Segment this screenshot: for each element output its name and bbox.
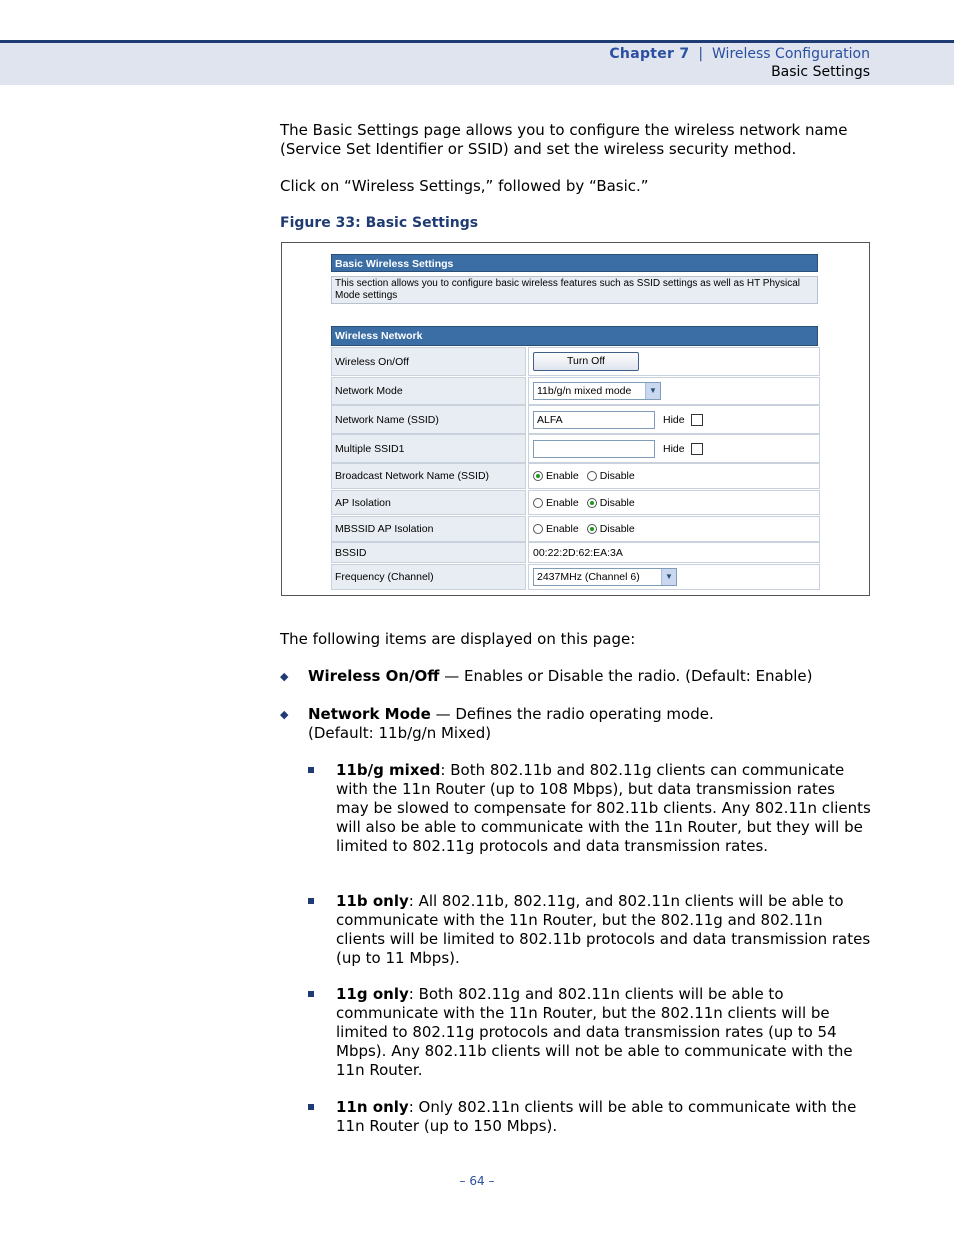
section-title: Basic Settings: [771, 64, 870, 80]
square-bullet-icon: [308, 991, 314, 997]
row-frequency: [331, 564, 820, 590]
row-ssid: [331, 405, 820, 434]
frequency-select[interactable]: [533, 568, 677, 586]
ssid-input[interactable]: ALFA: [533, 411, 655, 429]
mbssid-enable-radio[interactable]: [533, 524, 543, 534]
panel-description: This section allows you to configure basic wireless features such as SSID settings as well as HT Physical Mode settings: [331, 276, 818, 304]
definition: — Enables or Disable the radio. (Default: Enable): [439, 667, 813, 685]
chevron-down-icon[interactable]: ▼: [661, 569, 676, 585]
mbssid-disable-radio[interactable]: [587, 524, 597, 534]
label-bssid: BSSID: [331, 542, 526, 563]
term: 11b/g mixed: [336, 761, 441, 779]
label-frequency: Frequency (Channel): [331, 564, 526, 590]
label-broadcast: Broadcast Network Name (SSID): [331, 463, 526, 489]
turn-off-button[interactable]: Turn Off: [533, 352, 639, 371]
running-header: [609, 45, 870, 81]
row-wireless-onoff: [331, 347, 820, 376]
square-bullet-icon: [308, 898, 314, 904]
diamond-bullet-icon: ◆: [280, 670, 289, 683]
hide-label: Hide: [663, 413, 685, 426]
label-mbssid: MBSSID AP Isolation: [331, 516, 526, 542]
figure-basic-settings: [281, 242, 870, 596]
label-multiple-ssid1: Multiple SSID1: [331, 434, 526, 463]
hide-ssid1-checkbox[interactable]: [691, 443, 703, 455]
default-value: (Default: 11b/g/n Mixed): [308, 724, 492, 742]
row-multiple-ssid1: [331, 434, 820, 463]
square-bullet-icon: [308, 767, 314, 773]
mode-11bg-mixed: [336, 761, 872, 856]
radio-label: Enable: [546, 470, 579, 482]
definition: : Both 802.11g and 802.11n clients will be able to communicate with the 11n Router, but the 802.11n clients will be limited to 802.11g protocols and data transmission rates (up to 54 Mbps). Any 802.11b clients will not be able to communicate with the 11n Router.: [336, 985, 853, 1079]
label-wireless-onoff: Wireless On/Off: [331, 347, 526, 376]
chevron-down-icon[interactable]: ▼: [645, 383, 660, 399]
row-mbssid: [331, 516, 820, 542]
term: 11b only: [336, 892, 409, 910]
chapter-label: Chapter 7: [609, 46, 690, 62]
mode-11b-only: [336, 892, 872, 968]
square-bullet-icon: [308, 1104, 314, 1110]
row-network-mode: [331, 377, 820, 405]
instruction-paragraph: Click on “Wireless Settings,” followed by “Basic.”: [280, 177, 649, 195]
header-separator: |: [698, 46, 704, 62]
radio-label: Disable: [599, 523, 635, 535]
label-ap-isolation: AP Isolation: [331, 490, 526, 515]
mode-11n-only: [336, 1098, 872, 1136]
radio-label: Disable: [599, 496, 635, 509]
radio-label: Enable: [546, 523, 579, 535]
mode-11g-only: [336, 985, 872, 1080]
hide-ssid-checkbox[interactable]: [691, 414, 703, 426]
wireless-network-header: Wireless Network: [331, 326, 818, 346]
figure-caption: Figure 33: Basic Settings: [280, 215, 479, 231]
term: Network Mode: [308, 705, 431, 723]
ssid1-input[interactable]: [533, 440, 655, 458]
frequency-value: 2437MHz (Channel 6): [537, 571, 640, 583]
definition: : All 802.11b, 802.11g, and 802.11n clients will be able to communicate with the 11n Router, but the 802.11g and 802.11n clients will be limited to 802.11b protocols and data transmission rates (up to 11 Mbps).: [336, 892, 871, 967]
row-ap-isolation: [331, 490, 820, 515]
page-number: – 64 –: [459, 1174, 495, 1188]
network-mode-select[interactable]: [533, 382, 661, 400]
diamond-bullet-icon: ◆: [280, 708, 289, 721]
broadcast-disable-radio[interactable]: [587, 471, 597, 481]
row-bssid: [331, 542, 820, 563]
radio-label: Enable: [546, 496, 579, 509]
items-intro: The following items are displayed on this page:: [280, 630, 636, 648]
definition: — Defines the radio operating mode.: [430, 705, 714, 723]
item-wireless-onoff: [308, 667, 878, 686]
definition: : Both 802.11b and 802.11g clients can communicate with the 11n Router (up to 108 Mbps), but data transmission rates may be slowed to compensate for 802.11b clients. Any 802.11n clients will also be able to communicate with the 11n Router, but they will be limited to 802.11g protocols and data transmission rates.: [336, 761, 871, 855]
ap-isolation-enable-radio[interactable]: [533, 498, 543, 508]
panel-title: Basic Wireless Settings: [331, 254, 818, 272]
definition: : Only 802.11n clients will be able to communicate with the 11n Router (up to 150 Mbps).: [336, 1098, 857, 1135]
broadcast-enable-radio[interactable]: [533, 471, 543, 481]
label-ssid: Network Name (SSID): [331, 405, 526, 434]
item-network-mode: [308, 705, 878, 743]
term: 11n only: [336, 1098, 409, 1116]
ap-isolation-disable-radio[interactable]: [587, 498, 597, 508]
network-mode-value: 11b/g/n mixed mode: [537, 385, 632, 397]
row-broadcast: [331, 463, 820, 489]
radio-label: Disable: [599, 470, 635, 482]
term: Wireless On/Off: [308, 667, 440, 685]
term: 11g only: [336, 985, 409, 1003]
label-network-mode: Network Mode: [331, 377, 526, 405]
intro-paragraph: The Basic Settings page allows you to configure the wireless network name (Service Set Identifier or SSID) and set the wireless security method.: [280, 121, 848, 158]
bssid-value: 00:22:2D:62:EA:3A: [528, 542, 820, 563]
chapter-title: Wireless Configuration: [712, 46, 870, 62]
hide-label: Hide: [663, 442, 685, 455]
